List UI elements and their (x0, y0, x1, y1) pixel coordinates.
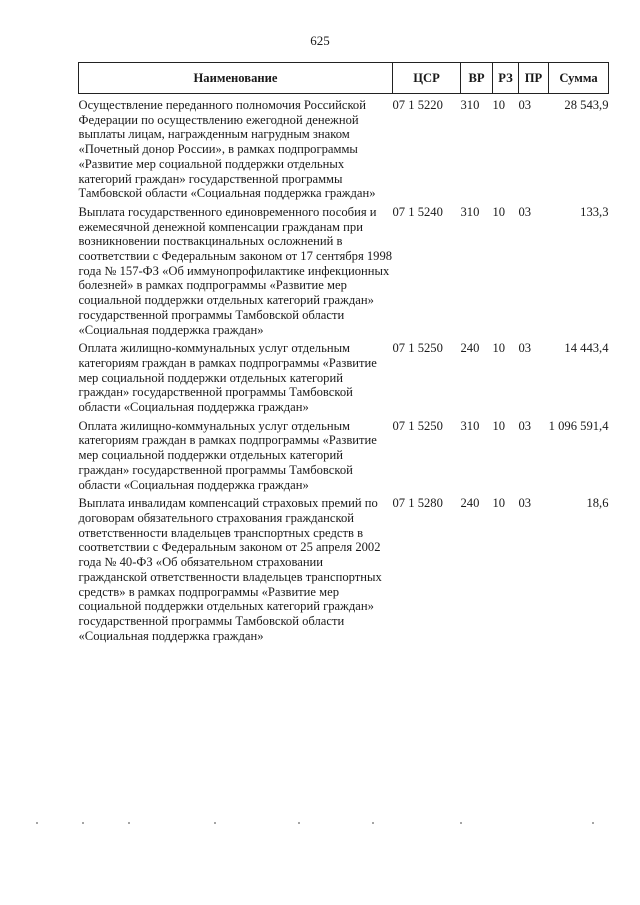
row-csr: 07 1 5250 (392, 341, 443, 356)
row-sum: 14 443,4 (564, 341, 609, 356)
row-rz: 10 (492, 341, 506, 356)
scan-artifact-dots (36, 822, 596, 830)
header-name: Наименование (79, 63, 393, 94)
row-csr: 07 1 5250 (392, 418, 443, 433)
row-sum: 133,3 (580, 204, 609, 219)
row-pr: 03 (518, 496, 532, 511)
row-vr: 240 (460, 341, 480, 356)
row-name: Осуществление переданного полномочия Российской Федерации по осуществлению ежегодной денежной выплаты лицам, награжденным нагрудным знаком «Почетный донор России», в рамках подпрограммы «Развитие мер социальной поддержки отдельных категорий граждан» государственной программы Тамбовской области «Социальная поддержка граждан» (78, 98, 376, 201)
table-row (79, 415, 609, 493)
row-rz: 10 (492, 418, 506, 433)
row-name: Выплата государственного единовременного пособия и ежемесячной денежной компенсации гражданам при возникновении поствакцинальных осложнений в соответствии с Федеральным законом от 17 сентября 1998 года № 157-ФЗ «Об иммунопрофилактике инфекционных болезней» в рамках подпрограммы «Развитие мер социальной поддержки отдельных категорий граждан» государственной программы Тамбовской области «Социальная поддержка граждан» (78, 204, 393, 337)
row-vr: 310 (460, 204, 480, 219)
header-pr: ПР (519, 63, 549, 94)
row-csr: 07 1 5280 (392, 496, 443, 511)
row-name: Оплата жилищно-коммунальных услуг отдельным категориям граждан в рамках подпрограммы «Развитие мер социальной поддержки отдельных категорий граждан» государственной программы Тамбовской области «Социальная поддержка граждан» (78, 341, 377, 415)
row-pr: 03 (518, 418, 532, 433)
row-sum: 28 543,9 (564, 98, 609, 112)
header-sum: Сумма (549, 63, 609, 94)
row-pr: 03 (518, 98, 532, 112)
row-vr: 310 (460, 418, 480, 433)
row-rz: 10 (492, 496, 506, 511)
row-sum: 1 096 591,4 (548, 418, 609, 433)
row-pr: 03 (518, 341, 532, 356)
table-row (79, 201, 609, 337)
row-name: Выплата инвалидам компенсаций страховых премий по договорам обязательного страхования гражданской ответственности владельцев транспортных средств в соответствии с Федеральным законом от 25 апреля 2002 года № 40-ФЗ «Об обязательном страховании гражданской ответственности владельцев транспортных средств» в рамках подпрограммы «Развитие мер социальной поддержки отдельных категорий граждан» государственной программы Тамбовской области «Социальная поддержка граждан» (78, 496, 382, 643)
table-row (79, 492, 609, 643)
row-sum: 18,6 (586, 496, 609, 511)
row-pr: 03 (518, 204, 532, 219)
page-number: 625 (310, 33, 330, 48)
row-vr: 240 (460, 496, 480, 511)
header-rz: РЗ (493, 63, 519, 94)
table-row (79, 94, 609, 201)
budget-table (78, 62, 609, 643)
header-csr: ЦСР (393, 63, 461, 94)
row-csr: 07 1 5240 (392, 204, 443, 219)
row-vr: 310 (460, 98, 480, 112)
row-name: Оплата жилищно-коммунальных услуг отдельным категориям граждан в рамках подпрограммы «Развитие мер социальной поддержки отдельных категорий граждан» государственной программы Тамбовской области «Социальная поддержка граждан» (78, 418, 377, 492)
table-header-row (79, 63, 609, 94)
row-csr: 07 1 5220 (392, 98, 443, 112)
header-vr: ВР (461, 63, 493, 94)
row-rz: 10 (492, 204, 506, 219)
table-row (79, 337, 609, 415)
row-rz: 10 (492, 98, 506, 112)
